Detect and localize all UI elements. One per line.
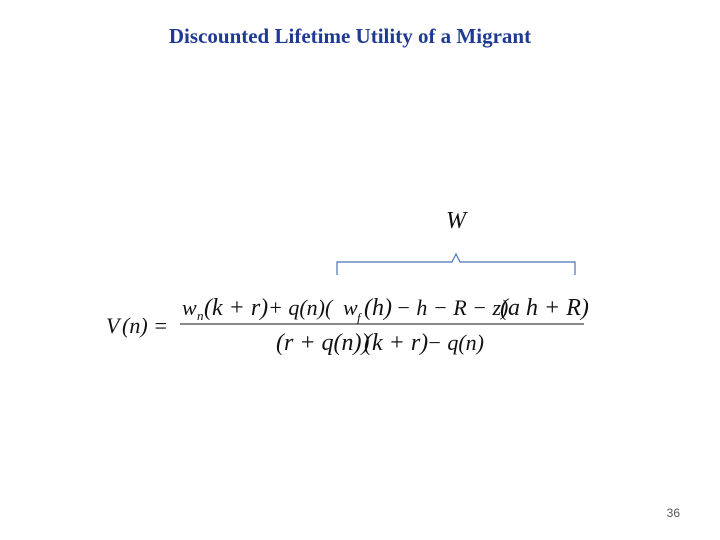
numerator-wf: w xyxy=(343,295,358,320)
numerator-h-paren: (h) xyxy=(364,295,392,321)
slide-title: Discounted Lifetime Utility of a Migrant xyxy=(168,24,532,48)
lhs-symbol: V xyxy=(106,313,120,338)
page-number: 36 xyxy=(666,506,680,520)
brace-label: W xyxy=(446,208,466,234)
lhs-argument: (n) = xyxy=(122,313,168,338)
numerator-w-subscript: n xyxy=(197,308,204,323)
numerator-plus-q: + q(n)( xyxy=(268,295,333,320)
denominator-part-1: (r + q(n)) xyxy=(276,330,370,356)
numerator-paren-ah-plus-r: (a h + R) xyxy=(500,295,589,321)
denominator-part-2: (k + r) xyxy=(364,330,429,356)
numerator-w: w xyxy=(182,295,197,320)
denominator-part-3: − q(n) xyxy=(427,330,484,355)
numerator-paren-k-plus-r: (k + r) xyxy=(204,295,269,321)
brace xyxy=(337,254,575,275)
numerator-wf-subscript: f xyxy=(357,310,361,325)
numerator-minus-terms: − h − R − z) xyxy=(396,295,509,320)
